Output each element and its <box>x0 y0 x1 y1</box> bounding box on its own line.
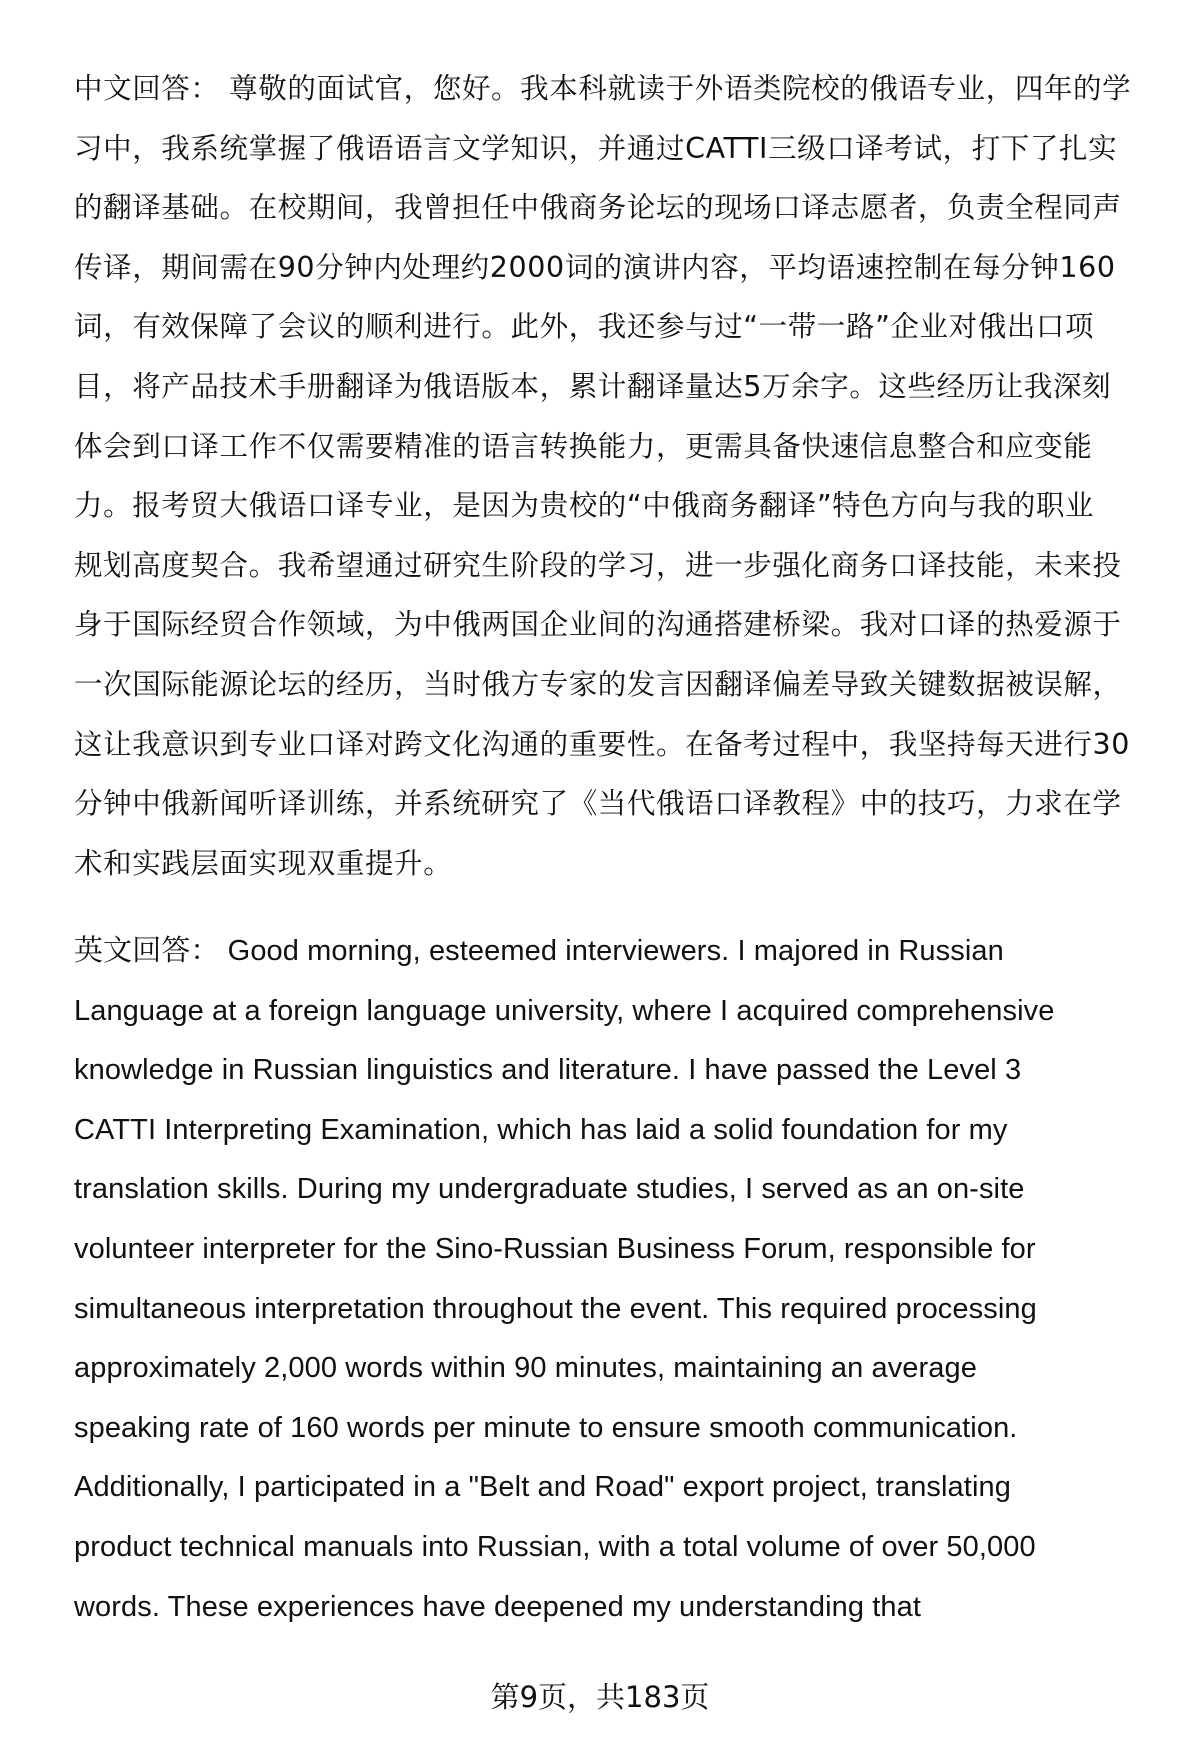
text-line: 的翻译基础。在校期间，我曾担任中俄商务论坛的现场口译志愿者，负责全程同声 <box>74 191 1122 225</box>
text-line: 规划高度契合。我希望通过研究生阶段的学习，进一步强化商务口译技能，未来投 <box>74 548 1122 582</box>
text-line: 传译，期间需在90分钟内处理约2000词的演讲内容，平均语速控制在每分钟160 <box>74 250 1116 284</box>
text-line: product technical manuals into Russian, with a total volume of over 50,000 <box>74 1530 1036 1563</box>
text-line: 目，将产品技术手册翻译为俄语版本，累计翻译量达5万余字。这些经历让我深刻 <box>74 369 1112 403</box>
text-line: 分钟中俄新闻听译训练，并系统研究了《当代俄语口译教程》中的技巧，力求在学 <box>74 787 1122 821</box>
text-line: knowledge in Russian linguistics and literature. I have passed the Level 3 <box>74 1054 1022 1087</box>
text-line: 这让我意识到专业口译对跨文化沟通的重要性。在备考过程中，我坚持每天进行30 <box>74 727 1130 761</box>
text-line: 力。报考贸大俄语口译专业，是因为贵校的“中俄商务翻译”特色方向与我的职业 <box>74 489 1095 523</box>
text-line: 一次国际能源论坛的经历，当时俄方专家的发言因翻译偏差导致关键数据被误解， <box>74 667 1122 701</box>
text-line: simultaneous interpretation throughout the event. This required processing <box>74 1292 1037 1325</box>
text-line: words. These experiences have deepened my understanding that <box>74 1590 922 1623</box>
text-line: CATTI Interpreting Examination, which has laid a solid foundation for my <box>74 1113 1008 1146</box>
text-line: 中文回答： 尊敬的面试官，您好。我本科就读于外语类院校的俄语专业，四年的学 <box>74 72 1132 105</box>
text-line: volunteer interpreter for the Sino-Russian Business Forum, responsible for <box>74 1232 1036 1265</box>
text-line: speaking rate of 160 words per minute to ensure smooth communication. <box>74 1411 1018 1444</box>
text-line: Language at a foreign language university, where I acquired comprehensive <box>74 994 1055 1027</box>
text-line: Additionally, I participated in a "Belt and Road" export project, translating <box>74 1471 1011 1504</box>
text-line: approximately 2,000 words within 90 minutes, maintaining an average <box>74 1352 977 1385</box>
text-line: 身于国际经贸合作领域，为中俄两国企业间的沟通搭建桥梁。我对口译的热爱源于 <box>74 608 1122 642</box>
text-line: translation skills. During my undergraduate studies, I served as an on-site <box>74 1173 1025 1206</box>
text-line: 词，有效保障了会议的顺利进行。此外，我还参与过“一带一路”企业对俄出口项 <box>74 310 1095 344</box>
english-answer-paragraph <box>74 922 1154 1637</box>
chinese-answer-paragraph <box>74 59 1154 893</box>
text-line: 英文回答： Good morning, esteemed interviewers. I majored in Russian <box>74 935 1004 967</box>
text-line: 体会到口译工作不仅需要精准的语言转换能力，更需具备快速信息整合和应变能 <box>74 429 1093 463</box>
page-number: 第9页，共183页 <box>490 1680 710 1714</box>
text-line: 术和实践层面实现双重提升。 <box>74 846 453 880</box>
text-line: 习中，我系统掌握了俄语语言文学知识，并通过CATTI三级口译考试，打下了扎实 <box>74 131 1118 165</box>
